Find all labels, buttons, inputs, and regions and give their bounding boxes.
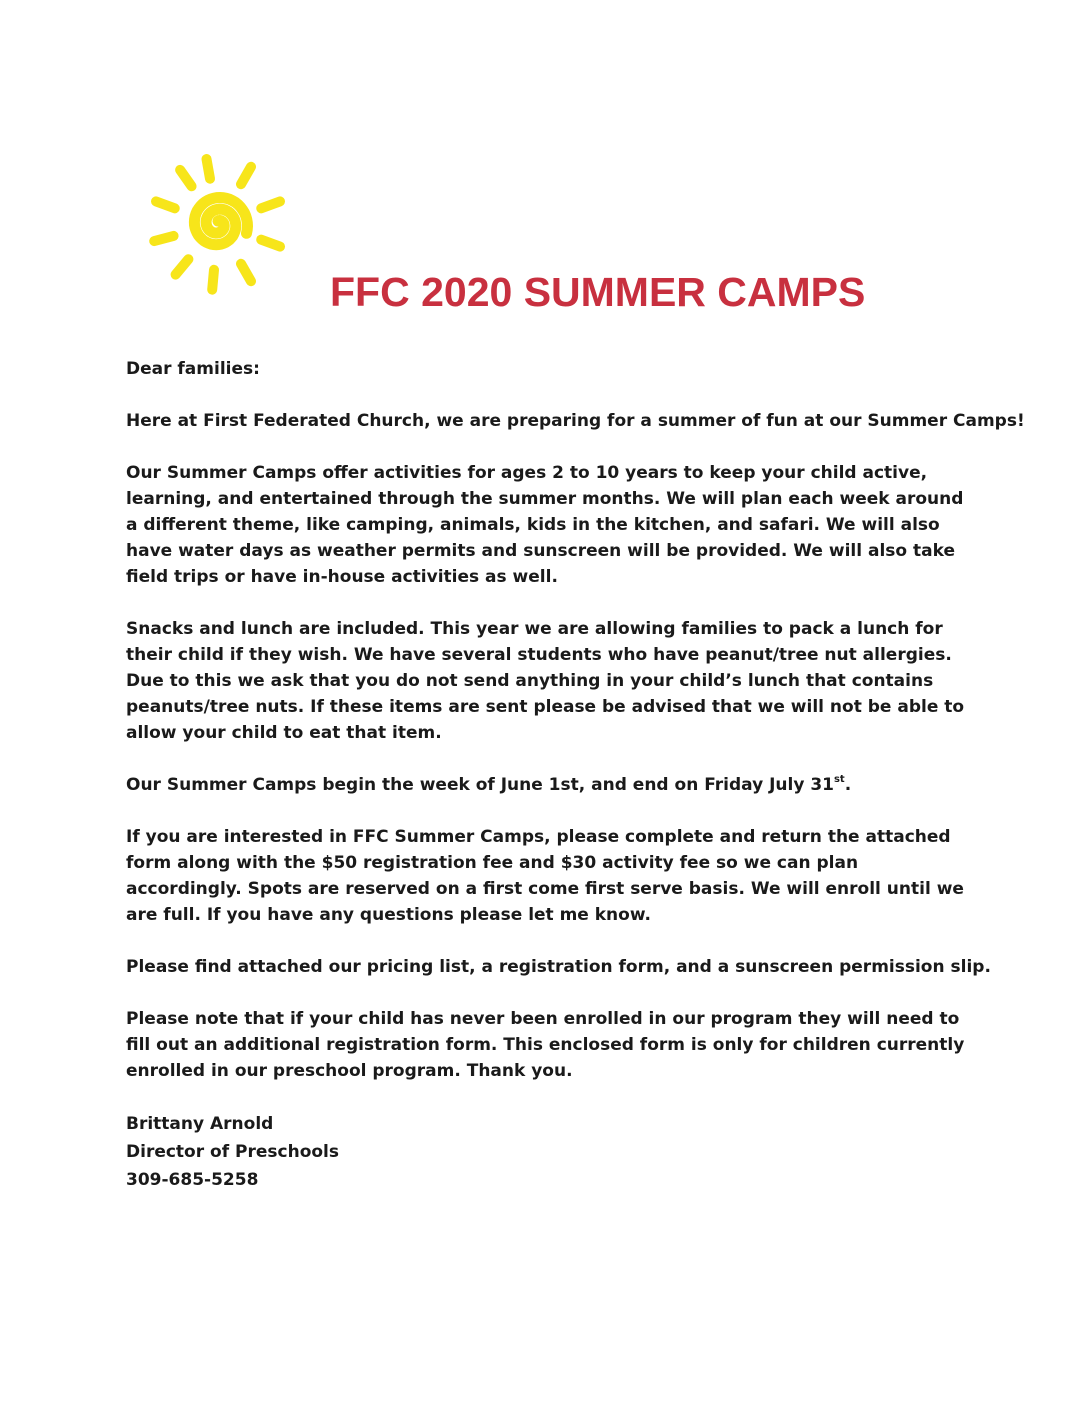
sun-ray-9 <box>156 201 175 208</box>
sun-ray-5 <box>241 264 251 281</box>
greeting: Dear families: <box>126 359 260 379</box>
page-title: FFC 2020 SUMMER CAMPS <box>330 269 866 315</box>
intro-paragraph: Here at First Federated Church, we are preparing for a summer of fun at our Summer Camps! <box>126 411 1025 431</box>
registration-paragraph: If you are interested in FFC Summer Camps, please complete and return the attached form along with the $50 registration fee and $30 activity fee so we can plan accordingly. Spots are reserved on a first come first serve basis. We will enroll until we are full. If you have any questions please let me know. <box>126 827 964 925</box>
lunch-paragraph: Snacks and lunch are included. This year we are allowing families to pack a lunch for their child if they wish. We have several students who have peanut/tree nut allergies. Due to this we ask that you do not send anything in your child’s lunch that contains peanuts/tree nuts. If these items are sent please be advised that we will not be able to allow your child to eat that item. <box>126 619 965 743</box>
attachments-paragraph: Please find attached our pricing list, a registration form, and a sunscreen permission slip. <box>126 957 991 977</box>
dates-text: Our Summer Camps begin the week of June 1st, and end on Friday July 31 <box>126 775 834 795</box>
sun-ray-3 <box>261 201 280 208</box>
signature-phone: 309-685-5258 <box>126 1170 259 1190</box>
sun-ray-1 <box>207 159 211 179</box>
sun-spiral-icon <box>140 146 300 296</box>
sun-ray-2 <box>241 167 251 184</box>
sun-ray-4 <box>261 240 280 247</box>
sun-ray-7 <box>176 259 189 274</box>
dates-paragraph <box>126 772 966 798</box>
activities-paragraph: Our Summer Camps offer activities for ages 2 to 10 years to keep your child active, learning, and entertained through the summer months. We will plan each week around a different theme, like camping, animals, kids in the kitchen, and safari. We will also have water days as weather permits and sunscreen will be provided. We will also take field trips or have in-house activities as well. <box>126 463 964 587</box>
note-paragraph: Please note that if your child has never been enrolled in our program they will need to fill out an additional registration form. This enclosed form is only for children currently enrolled in our preschool program. Thank you. <box>126 1009 965 1081</box>
letter-body <box>126 356 1025 1194</box>
sun-ray-6 <box>212 270 214 290</box>
signature-name: Brittany Arnold <box>126 1114 274 1134</box>
sun-ray-8 <box>154 236 173 241</box>
sun-ray-10 <box>180 170 192 186</box>
dates-period: . <box>844 775 852 795</box>
dates-superscript: st <box>833 774 845 786</box>
signature-block <box>126 1110 966 1194</box>
signature-position: Director of Preschools <box>126 1142 340 1162</box>
